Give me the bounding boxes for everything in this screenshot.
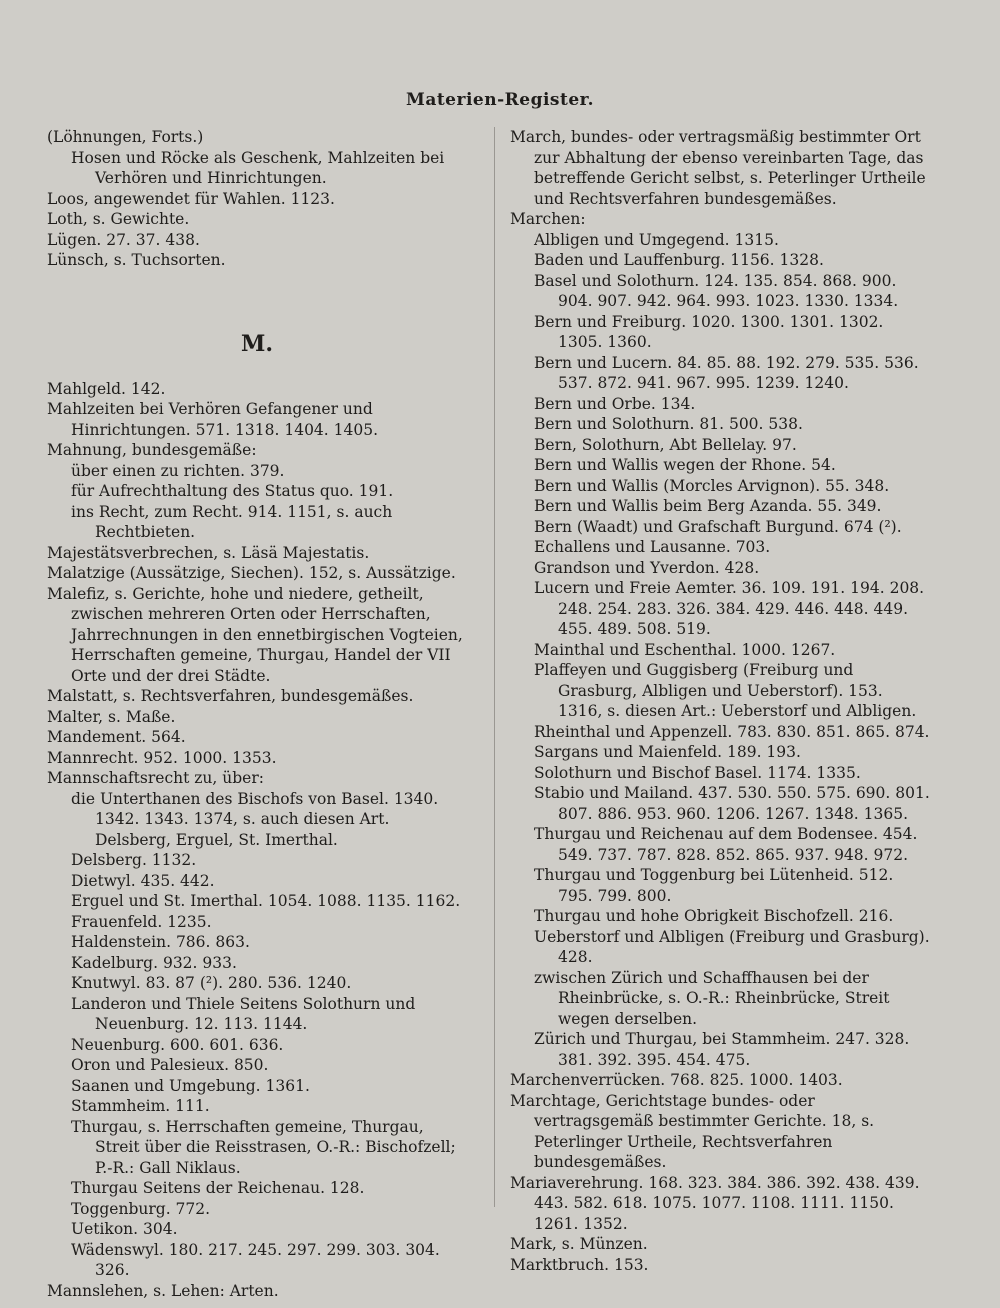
index-subentry: Thurgau Seitens der Reichenau. 128. <box>71 1179 365 1197</box>
index-entry: Mahlzeiten bei Verhören Gefangener und Hinrichtungen. 571. 1318. 1404. 1405. <box>47 400 379 439</box>
index-entry: Loth, s. Gewichte. <box>47 210 190 228</box>
index-subentry: Erguel und St. Imerthal. 1054. 1088. 1135. 1162. <box>71 892 461 910</box>
index-subentry: zwischen Zürich und Schaffhausen bei der Rheinbrücke, s. O.-R.: Rheinbrücke, Streit wegen derselben. <box>534 968 890 1028</box>
index-subentry: Knutwyl. 83. 87 (²). 280. 536. 1240. <box>71 974 352 992</box>
index-subentry: Frauenfeld. 1235. <box>71 912 212 931</box>
index-entry: Lünsch, s. Tuchsorten. <box>47 251 226 269</box>
column-divider <box>494 127 495 1207</box>
index-subentry: Ueberstorf und Albligen (Freiburg und Grasburg). 428. <box>534 927 930 966</box>
index-subentry: Mainthal und Eschenthal. 1000. 1267. <box>534 640 836 659</box>
index-subentry: ins Recht, zum Recht. 914. 1151, s. auch Rechtbieten. <box>71 502 393 541</box>
index-entry: Marktbruch. 153. <box>510 1255 649 1274</box>
index-entry: (Löhnungen, Forts.) <box>47 128 204 146</box>
index-subentry: Stammheim. 111. <box>71 1097 210 1115</box>
index-subentry: über einen zu richten. 379. <box>71 461 285 480</box>
index-entry: Mandement. 564. <box>47 728 186 746</box>
index-entry: Mariaverehrung. 168. 323. 384. 386. 392. 438. 439. 443. 582. 618. 1075. 1077. 1108. 1111. 1150. 1261. 1352. <box>510 1173 920 1233</box>
left-entries-l <box>47 127 467 271</box>
index-subentry: Zürich und Thurgau, bei Stammheim. 247. 328. 381. 392. 395. 454. 475. <box>534 1030 910 1069</box>
index-subentry: Lucern und Freie Aemter. 36. 109. 191. 194. 208. 248. 254. 283. 326. 384. 429. 446. 448. 449. 455. 489. 508. 519. <box>534 579 925 638</box>
section-letter: M. <box>240 330 273 357</box>
right-column <box>510 127 930 1275</box>
index-subentry: Toggenburg. 772. <box>71 1199 211 1218</box>
index-subentry: Thurgau und Reichenau auf dem Bodensee. 454. 549. 737. 787. 828. 852. 865. 937. 948. 972. <box>534 825 918 864</box>
index-entry: Majestätsverbrechen, s. Läsä Majestatis. <box>47 543 370 562</box>
index-entry: Mannschaftsrecht zu, über: <box>47 769 264 787</box>
index-subentry: Haldenstein. 786. 863. <box>71 933 250 951</box>
index-subentry: Bern und Freiburg. 1020. 1300. 1301. 1302. 1305. 1360. <box>534 312 884 351</box>
index-subentry: Thurgau und Toggenburg bei Lütenheid. 512. 795. 799. 800. <box>534 866 894 905</box>
index-entry: Malefiz, s. Gerichte, hohe und niedere, getheilt, zwischen mehreren Orten oder Herrschaften, Jahrrechnungen in den ennetbirgischen Vogteien, Herrschaften gemeine, Thurgau, Handel der VII Orte und der drei Städte. <box>47 584 463 685</box>
index-subentry: Bern und Solothurn. 81. 500. 538. <box>534 415 803 433</box>
index-entry: Loos, angewendet für Wahlen. 1123. <box>47 189 335 208</box>
index-subentry: Solothurn und Bischof Basel. 1174. 1335. <box>534 763 861 782</box>
index-subentry: Delsberg. 1132. <box>71 851 197 869</box>
index-subentry: Landeron und Thiele Seitens Solothurn und Neuenburg. 12. 113. 1144. <box>71 994 416 1033</box>
index-subentry: die Unterthanen des Bischofs von Basel. 1340. 1342. 1343. 1374, s. auch diesen Art. Delsberg, Erguel, St. Imerthal. <box>71 789 439 849</box>
right-entries <box>510 127 930 1275</box>
index-subentry: Albligen und Umgegend. 1315. <box>534 230 779 249</box>
index-entry: March, bundes- oder vertragsmäßig bestimmter Ort zur Abhaltung der ebenso vereinbarten Tage, das betreffende Gericht selbst, s. Peterlinger Urtheile und Rechtsverfahren bundesgemäßes. <box>510 128 926 208</box>
index-subentry: Rheinthal und Appenzell. 783. 830. 851. 865. 874. <box>534 722 930 741</box>
index-entry: Lügen. 27. 37. 438. <box>47 230 200 249</box>
index-subentry: Bern und Wallis (Morcles Arvignon). 55. 348. <box>534 476 890 495</box>
index-subentry: Bern, Solothurn, Abt Bellelay. 97. <box>534 435 797 454</box>
index-entry: Malstatt, s. Rechtsverfahren, bundesgemäßes. <box>47 687 414 705</box>
index-subentry: Thurgau, s. Herrschaften gemeine, Thurgau, Streit über die Reisstrasen, O.-R.: Bischofzell; P.-R.: Gall Niklaus. <box>71 1117 456 1177</box>
index-entry: Mannrecht. 952. 1000. 1353. <box>47 748 277 767</box>
index-entry: Marchenverrücken. 768. 825. 1000. 1403. <box>510 1071 843 1089</box>
index-subentry: für Aufrechthaltung des Status quo. 191. <box>71 482 394 500</box>
index-entry: Mahnung, bundesgemäße: <box>47 441 257 459</box>
index-entry: Marchen: <box>510 210 586 228</box>
index-subentry: Wädenswyl. 180. 217. 245. 297. 299. 303. 304. 326. <box>71 1240 440 1279</box>
index-entry: Mannslehen, s. Lehen: Arten. <box>47 1281 279 1300</box>
index-entry: Mark, s. Münzen. <box>510 1235 648 1253</box>
index-entry: Marchtage, Gerichtstage bundes- oder vertragsgemäß bestimmter Gerichte. 18, s. Peterlinger Urtheile, Rechtsverfahren bundesgemäßes. <box>510 1091 875 1171</box>
page-header: Materien-Register. <box>406 90 594 110</box>
index-subentry: Saanen und Umgebung. 1361. <box>71 1076 310 1095</box>
index-subentry: Bern und Orbe. 134. <box>534 394 696 413</box>
index-subentry: Uetikon. 304. <box>71 1220 178 1238</box>
index-subentry: Neuenburg. 600. 601. 636. <box>71 1035 284 1054</box>
index-subentry: Grandson und Yverdon. 428. <box>534 558 760 577</box>
index-subentry: Baden und Lauffenburg. 1156. 1328. <box>534 251 824 269</box>
left-entries-m <box>47 379 467 1302</box>
index-entry: Mahlgeld. 142. <box>47 379 166 398</box>
index-subentry: Bern und Wallis wegen der Rhone. 54. <box>534 456 836 474</box>
index-subentry: Sargans und Maienfeld. 189. 193. <box>534 743 801 761</box>
index-subentry: Bern und Lucern. 84. 85. 88. 192. 279. 535. 536. 537. 872. 941. 967. 995. 1239. 1240. <box>534 353 919 392</box>
index-entry: Malatzige (Aussätzige, Siechen). 152, s. Aussätzige. <box>47 564 456 582</box>
index-subentry: Hosen und Röcke als Geschenk, Mahlzeiten bei Verhören und Hinrichtungen. <box>71 148 445 187</box>
index-subentry: Oron und Palesieux. 850. <box>71 1056 269 1074</box>
index-subentry: Stabio und Mailand. 437. 530. 550. 575. 690. 801. 807. 886. 953. 960. 1206. 1267. 1348. 1365. <box>534 784 930 823</box>
left-column <box>47 127 467 1301</box>
index-subentry: Dietwyl. 435. 442. <box>71 871 215 890</box>
index-subentry: Thurgau und hohe Obrigkeit Bischofzell. 216. <box>534 907 894 925</box>
index-subentry: Echallens und Lausanne. 703. <box>534 538 771 556</box>
index-subentry: Bern und Wallis beim Berg Azanda. 55. 349. <box>534 497 882 515</box>
index-subentry: Basel und Solothurn. 124. 135. 854. 868. 900. 904. 907. 942. 964. 993. 1023. 1330. 1334. <box>534 271 899 310</box>
index-subentry: Kadelburg. 932. 933. <box>71 953 237 972</box>
index-entry: Malter, s. Maße. <box>47 707 176 726</box>
index-subentry: Bern (Waadt) und Grafschaft Burgund. 674 (²). <box>534 517 902 536</box>
index-subentry: Plaffeyen und Guggisberg (Freiburg und Grasburg, Albligen und Ueberstorf). 153. 1316, s. diesen Art.: Ueberstorf und Albligen. <box>534 661 917 720</box>
